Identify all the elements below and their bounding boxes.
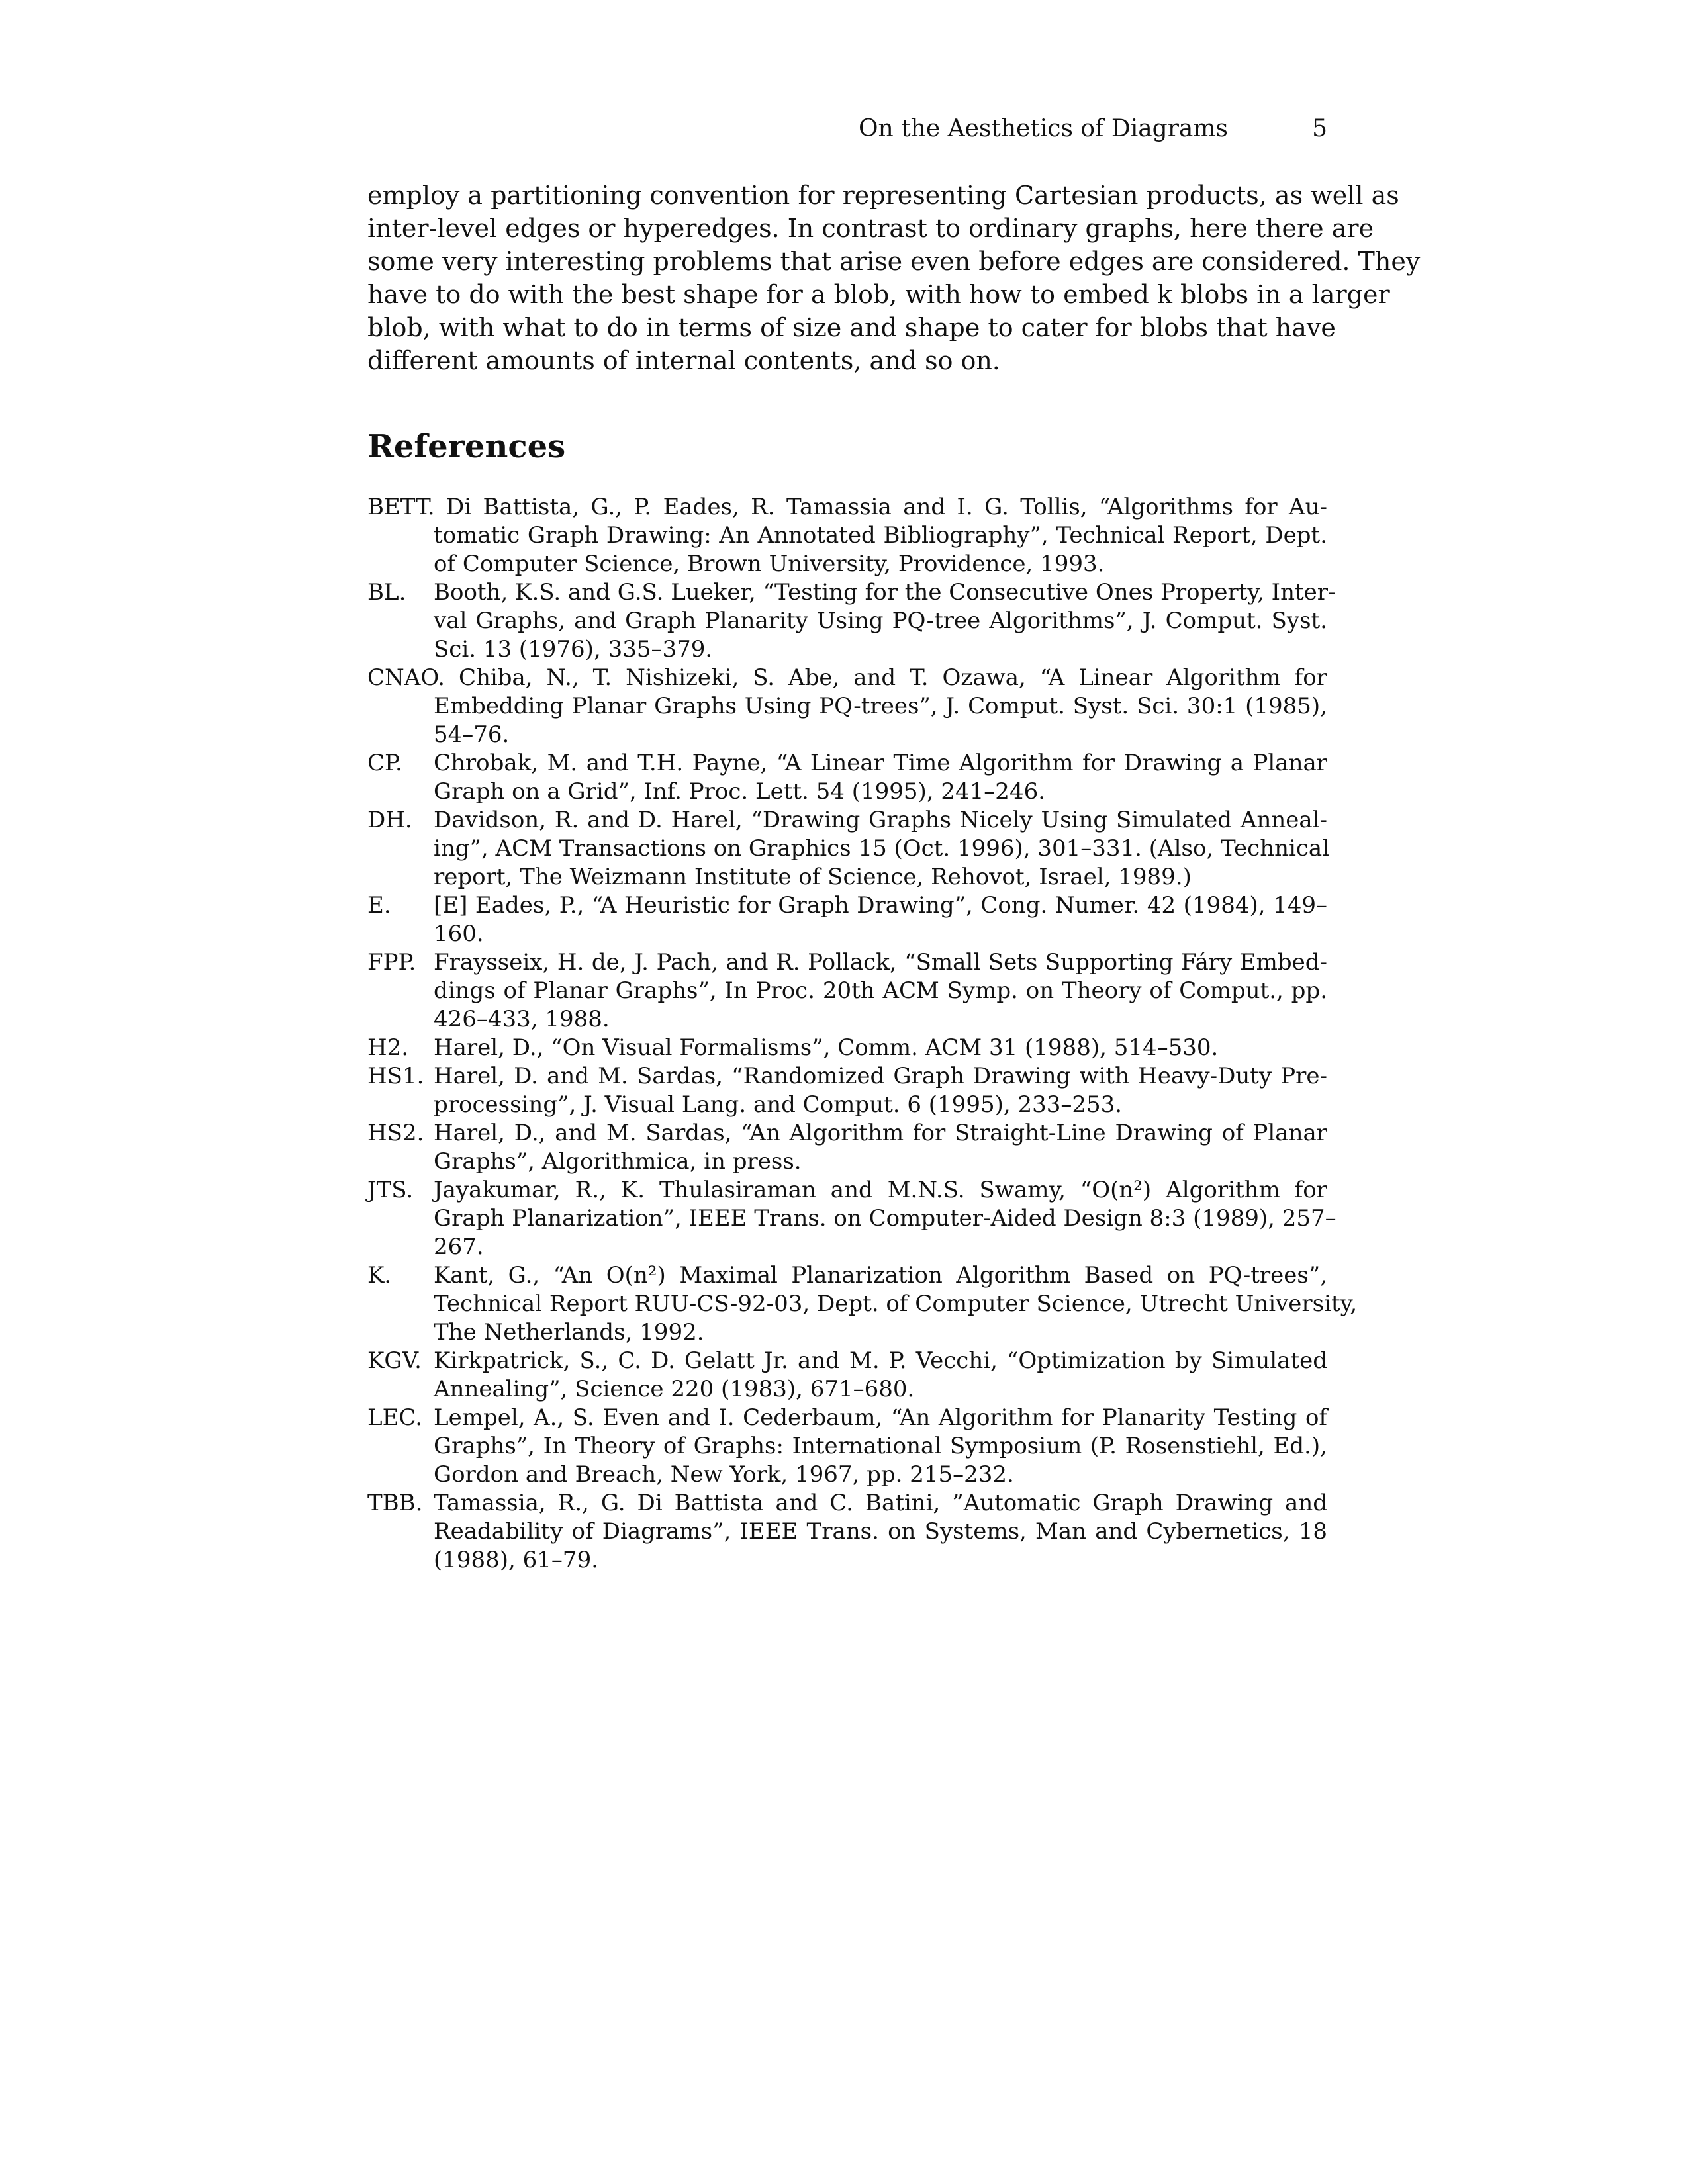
reference-line: Annealing”, Science 220 (1983), 671–680. (434, 1376, 915, 1402)
reference-text: Harel, D. and M. Sardas, “Randomized Graph Drawing with Heavy-Duty Pre- (434, 1063, 1327, 1089)
reference-text: Davidson, R. and D. Harel, “Drawing Graphs Nicely Using Simulated Anneal- (434, 807, 1327, 833)
reference-line: The Netherlands, 1992. (434, 1319, 704, 1345)
reference-line: Graphs”, In Theory of Graphs: International Symposium (P. Rosenstiehl, Ed.), (434, 1433, 1327, 1459)
reference-item (367, 891, 1327, 948)
reference-text: Di Battista, G., P. Eades, R. Tamassia and I. G. Tollis, “Algorithms for Au- (434, 494, 1327, 520)
reference-text: Kirkpatrick, S., C. D. Gelatt Jr. and M. P. Vecchi, “Optimization by Simulated (434, 1347, 1327, 1374)
reference-line: 426–433, 1988. (434, 1006, 610, 1032)
reference-item (367, 1347, 1327, 1404)
reference-line: Technical Report RUU-CS-92-03, Dept. of Computer Science, Utrecht University, (434, 1291, 1358, 1317)
body-paragraph (367, 179, 1421, 377)
reference-text: Kant, G., “An O(n²) Maximal Planarization Algorithm Based on PQ-trees”, (434, 1262, 1327, 1289)
reference-line (367, 806, 1327, 835)
reference-item (367, 1489, 1327, 1574)
reference-key: DH. (367, 807, 412, 833)
reference-key: CP. (367, 750, 402, 776)
reference-line (367, 1176, 1327, 1205)
reference-key: FPP. (367, 949, 416, 976)
reference-text: Lempel, A., S. Even and I. Cederbaum, “An Algorithm for Planarity Testing of (434, 1404, 1327, 1431)
reference-line: of Computer Science, Brown University, Providence, 1993. (434, 551, 1105, 577)
reference-line (367, 1034, 1327, 1062)
reference-line (367, 1062, 1327, 1091)
reference-item (367, 1176, 1336, 1261)
body-line: inter-level edges or hyperedges. In contrast to ordinary graphs, here there are (367, 214, 1374, 243)
body-line: have to do with the best shape for a blob, with how to embed k blobs in a larger (367, 280, 1390, 309)
reference-line: Sci. 13 (1976), 335–379. (434, 636, 713, 662)
reference-text: [E] Eades, P., “A Heuristic for Graph Drawing”, Cong. Numer. 42 (1984), 149– (434, 892, 1327, 919)
reference-item (367, 1119, 1327, 1176)
reference-line: 54–76. (434, 721, 510, 748)
reference-list (367, 493, 1358, 1574)
reference-item (367, 806, 1330, 891)
reference-line: val Graphs, and Graph Planarity Using PQ-tree Algorithms”, J. Comput. Syst. (434, 608, 1327, 634)
reference-line (367, 664, 1327, 692)
reference-item (367, 1062, 1327, 1119)
body-line: employ a partitioning convention for representing Cartesian products, as well as (367, 181, 1399, 210)
reference-item (367, 493, 1327, 578)
reference-key: K. (367, 1262, 392, 1289)
reference-line: ing”, ACM Transactions on Graphics 15 (Oct. 1996), 301–331. (Also, Technical (434, 835, 1330, 862)
reference-line (367, 1261, 1327, 1290)
reference-line (367, 1347, 1327, 1375)
reference-key: H2. (367, 1034, 409, 1061)
reference-text: Chiba, N., T. Nishizeki, S. Abe, and T. Ozawa, “A Linear Algorithm for (445, 664, 1327, 691)
page-number: 5 (1312, 115, 1327, 142)
reference-item (367, 578, 1336, 664)
reference-key: KGV. (367, 1347, 422, 1374)
reference-line: Readability of Diagrams”, IEEE Trans. on Systems, Man and Cybernetics, 18 (434, 1518, 1327, 1545)
reference-line (367, 1489, 1327, 1518)
reference-line: 267. (434, 1234, 484, 1260)
reference-item (367, 749, 1327, 806)
reference-key: CNAO. (367, 664, 445, 691)
reference-key: E. (367, 892, 391, 919)
running-title: On the Aesthetics of Diagrams (859, 115, 1228, 142)
reference-text: Chrobak, M. and T.H. Payne, “A Linear Time Algorithm for Drawing a Planar (434, 750, 1327, 776)
references-heading: References (367, 428, 566, 465)
reference-item (367, 1261, 1358, 1347)
reference-key: HS2. (367, 1120, 424, 1146)
reference-line: Graphs”, Algorithmica, in press. (434, 1148, 802, 1175)
reference-text: Tamassia, R., G. Di Battista and C. Batini, ”Automatic Graph Drawing and (434, 1490, 1327, 1516)
reference-key: BETT. (367, 494, 435, 520)
reference-line (367, 578, 1336, 607)
reference-key: BL. (367, 579, 406, 606)
reference-line (367, 749, 1327, 778)
reference-line: Graph Planarization”, IEEE Trans. on Computer-Aided Design 8:3 (1989), 257– (434, 1205, 1336, 1232)
reference-line: tomatic Graph Drawing: An Annotated Bibliography”, Technical Report, Dept. (434, 522, 1327, 549)
reference-key: TBB. (367, 1490, 423, 1516)
reference-text: Jayakumar, R., K. Thulasiraman and M.N.S. Swamy, “O(n²) Algorithm for (434, 1177, 1327, 1203)
running-head (367, 113, 1327, 146)
reference-line: 160. (434, 921, 484, 947)
reference-line (367, 891, 1327, 920)
reference-line (367, 1119, 1327, 1148)
reference-item (367, 948, 1327, 1034)
reference-text: Harel, D., and M. Sardas, “An Algorithm for Straight-Line Drawing of Planar (434, 1120, 1327, 1146)
reference-line: dings of Planar Graphs”, In Proc. 20th ACM Symp. on Theory of Comput., pp. (434, 978, 1327, 1004)
reference-key: HS1. (367, 1063, 424, 1089)
reference-line (367, 1404, 1327, 1432)
reference-line (367, 948, 1327, 977)
reference-item (367, 664, 1327, 749)
reference-text: Harel, D., “On Visual Formalisms”, Comm. ACM 31 (1988), 514–530. (434, 1034, 1219, 1061)
reference-text: Booth, K.S. and G.S. Lueker, “Testing for the Consecutive Ones Property, Inter- (434, 579, 1336, 606)
body-line: blob, with what to do in terms of size and shape to cater for blobs that have (367, 313, 1336, 342)
reference-line: report, The Weizmann Institute of Science, Rehovot, Israel, 1989.) (434, 864, 1192, 890)
reference-key: JTS. (367, 1177, 414, 1203)
reference-key: LEC. (367, 1404, 423, 1431)
reference-item (367, 1034, 1327, 1062)
reference-text: Fraysseix, H. de, J. Pach, and R. Pollack, “Small Sets Supporting Fáry Embed- (434, 949, 1327, 976)
body-line: some very interesting problems that arise even before edges are considered. They (367, 247, 1421, 276)
reference-line: (1988), 61–79. (434, 1547, 599, 1573)
reference-line: Embedding Planar Graphs Using PQ-trees”, J. Comput. Syst. Sci. 30:1 (1985), (434, 693, 1327, 719)
reference-item (367, 1404, 1327, 1489)
reference-line: processing”, J. Visual Lang. and Comput. 6 (1995), 233–253. (434, 1091, 1123, 1118)
reference-line (367, 493, 1327, 522)
reference-line: Gordon and Breach, New York, 1967, pp. 215–232. (434, 1461, 1014, 1488)
reference-line: Graph on a Grid”, Inf. Proc. Lett. 54 (1995), 241–246. (434, 778, 1046, 805)
body-line: different amounts of internal contents, and so on. (367, 346, 1000, 375)
